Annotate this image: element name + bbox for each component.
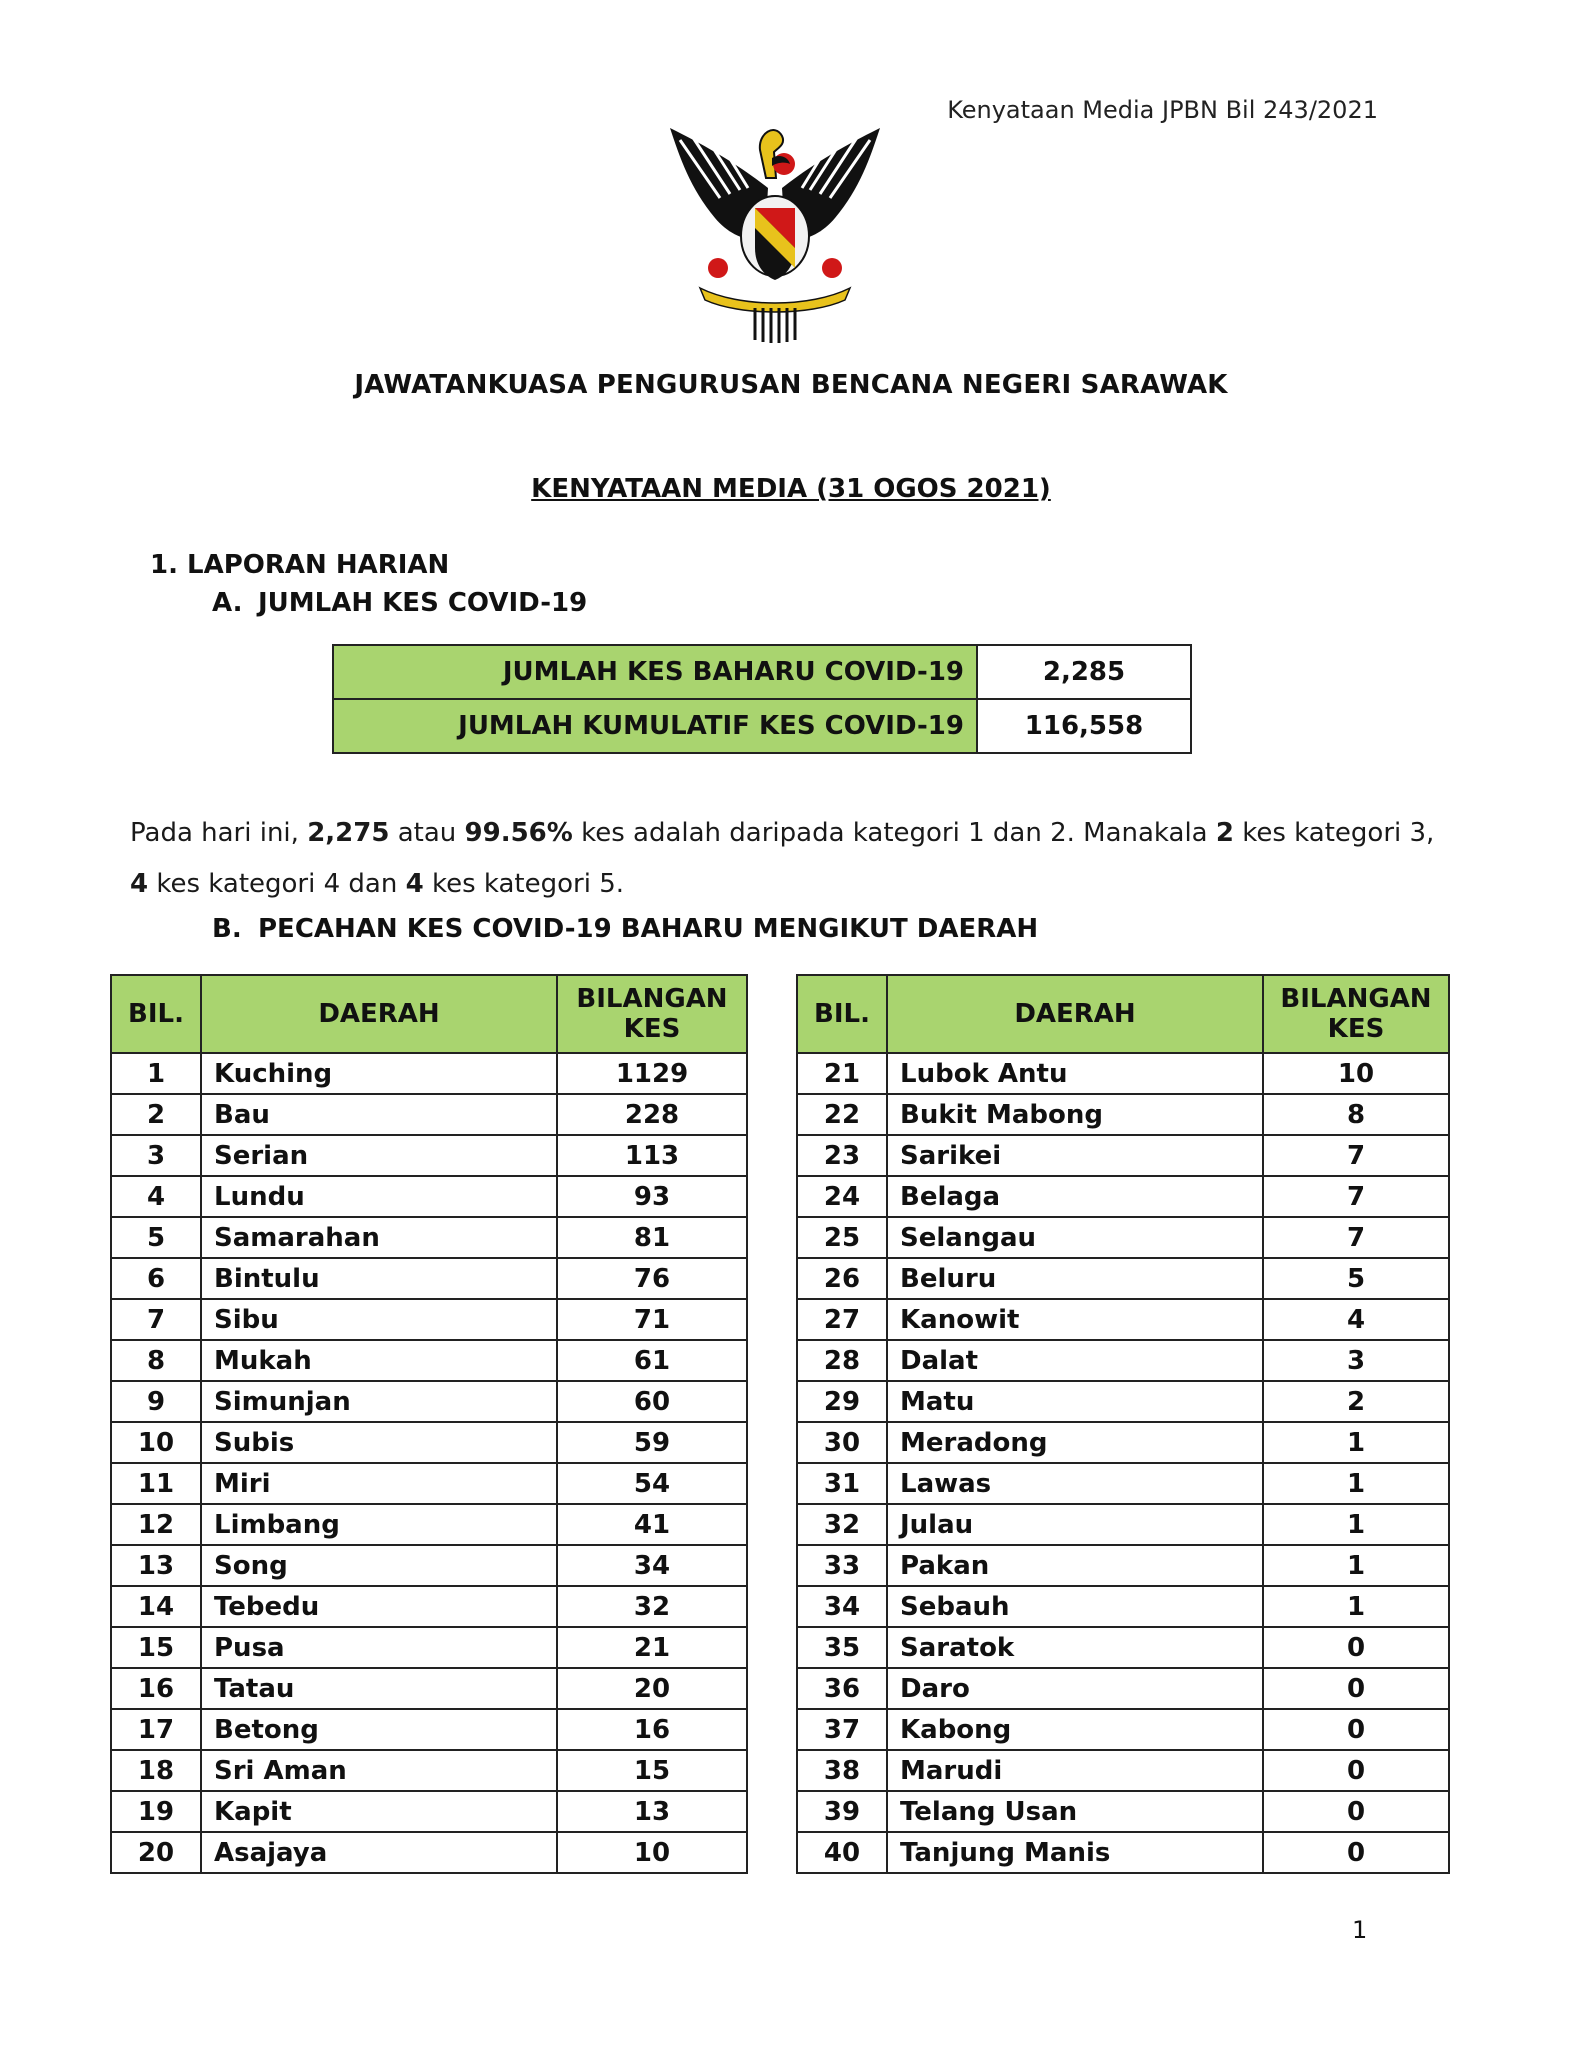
table-row xyxy=(797,1586,1449,1627)
district-number: 32 xyxy=(797,1504,887,1545)
district-name: Beluru xyxy=(887,1258,1263,1299)
district-name: Bukit Mabong xyxy=(887,1094,1263,1135)
district-cases: 10 xyxy=(557,1832,747,1873)
district-number: 1 xyxy=(111,1053,201,1094)
district-name: Tatau xyxy=(201,1668,557,1709)
table-row xyxy=(797,1258,1449,1299)
district-number: 25 xyxy=(797,1217,887,1258)
district-number: 18 xyxy=(111,1750,201,1791)
table-row xyxy=(797,1135,1449,1176)
district-number: 22 xyxy=(797,1094,887,1135)
district-name: Bintulu xyxy=(201,1258,557,1299)
column-header-bilangan-kes: BILANGAN KES xyxy=(1263,975,1449,1053)
district-cases: 0 xyxy=(1263,1668,1449,1709)
table-row xyxy=(111,1791,747,1832)
table-header-row xyxy=(111,975,747,1053)
district-number: 15 xyxy=(111,1627,201,1668)
summary-value: 2,285 xyxy=(977,645,1191,699)
district-cases: 7 xyxy=(1263,1217,1449,1258)
district-name: Subis xyxy=(201,1422,557,1463)
district-number: 14 xyxy=(111,1586,201,1627)
district-cases: 7 xyxy=(1263,1135,1449,1176)
organization-title: JAWATANKUASA PENGURUSAN BENCANA NEGERI SARAWAK xyxy=(354,370,1228,400)
district-number: 5 xyxy=(111,1217,201,1258)
table-row xyxy=(111,1545,747,1586)
district-number: 13 xyxy=(111,1545,201,1586)
district-name: Sarikei xyxy=(887,1135,1263,1176)
district-number: 4 xyxy=(111,1176,201,1217)
table-row xyxy=(797,1381,1449,1422)
district-name: Selangau xyxy=(887,1217,1263,1258)
district-number: 36 xyxy=(797,1668,887,1709)
district-number: 16 xyxy=(111,1668,201,1709)
district-cases: 1 xyxy=(1263,1586,1449,1627)
table-row xyxy=(797,1791,1449,1832)
district-number: 35 xyxy=(797,1627,887,1668)
district-cases: 21 xyxy=(557,1627,747,1668)
table-row xyxy=(797,1053,1449,1094)
district-name: Mukah xyxy=(201,1340,557,1381)
summary-row xyxy=(333,645,1191,699)
page-number: 1 xyxy=(1352,1916,1368,1944)
table-row xyxy=(797,1709,1449,1750)
district-table-right xyxy=(796,974,1450,1874)
district-number: 29 xyxy=(797,1381,887,1422)
district-cases: 0 xyxy=(1263,1791,1449,1832)
district-number: 10 xyxy=(111,1422,201,1463)
district-cases: 41 xyxy=(557,1504,747,1545)
table-row xyxy=(111,1094,747,1135)
table-row xyxy=(797,1176,1449,1217)
table-row xyxy=(111,1504,747,1545)
table-row xyxy=(111,1627,747,1668)
district-number: 20 xyxy=(111,1832,201,1873)
district-number: 26 xyxy=(797,1258,887,1299)
summary-row xyxy=(333,699,1191,753)
district-cases: 0 xyxy=(1263,1627,1449,1668)
table-row xyxy=(111,1422,747,1463)
district-cases: 93 xyxy=(557,1176,747,1217)
district-name: Miri xyxy=(201,1463,557,1504)
table-row xyxy=(797,1627,1449,1668)
district-cases: 1 xyxy=(1263,1422,1449,1463)
media-statement-reference: Kenyataan Media JPBN Bil 243/2021 xyxy=(947,96,1378,124)
district-cases: 1129 xyxy=(557,1053,747,1094)
column-header-daerah: DAERAH xyxy=(201,975,557,1053)
district-name: Serian xyxy=(201,1135,557,1176)
district-name: Marudi xyxy=(887,1750,1263,1791)
table-header-row xyxy=(797,975,1449,1053)
district-cases: 8 xyxy=(1263,1094,1449,1135)
district-cases: 61 xyxy=(557,1340,747,1381)
district-cases: 0 xyxy=(1263,1709,1449,1750)
district-number: 39 xyxy=(797,1791,887,1832)
district-name: Belaga xyxy=(887,1176,1263,1217)
summary-value: 116,558 xyxy=(977,699,1191,753)
district-number: 27 xyxy=(797,1299,887,1340)
table-row xyxy=(797,1463,1449,1504)
district-cases: 54 xyxy=(557,1463,747,1504)
table-row xyxy=(111,1709,747,1750)
district-number: 37 xyxy=(797,1709,887,1750)
district-cases: 7 xyxy=(1263,1176,1449,1217)
column-header-bil: BIL. xyxy=(797,975,887,1053)
district-name: Sebauh xyxy=(887,1586,1263,1627)
district-name: Tanjung Manis xyxy=(887,1832,1263,1873)
district-cases: 1 xyxy=(1263,1504,1449,1545)
district-name: Daro xyxy=(887,1668,1263,1709)
district-name: Kapit xyxy=(201,1791,557,1832)
district-cases: 81 xyxy=(557,1217,747,1258)
district-name: Sri Aman xyxy=(201,1750,557,1791)
district-number: 33 xyxy=(797,1545,887,1586)
district-number: 31 xyxy=(797,1463,887,1504)
table-row xyxy=(797,1504,1449,1545)
district-number: 34 xyxy=(797,1586,887,1627)
district-number: 24 xyxy=(797,1176,887,1217)
table-row xyxy=(111,1463,747,1504)
district-number: 6 xyxy=(111,1258,201,1299)
table-row xyxy=(111,1053,747,1094)
district-name: Saratok xyxy=(887,1627,1263,1668)
district-cases: 10 xyxy=(1263,1053,1449,1094)
table-row xyxy=(111,1258,747,1299)
statement-title: KENYATAAN MEDIA (31 OGOS 2021) xyxy=(531,474,1051,504)
district-cases: 228 xyxy=(557,1094,747,1135)
district-table-left xyxy=(110,974,748,1874)
district-cases: 4 xyxy=(1263,1299,1449,1340)
district-number: 38 xyxy=(797,1750,887,1791)
table-row xyxy=(797,1217,1449,1258)
district-number: 40 xyxy=(797,1832,887,1873)
district-cases: 32 xyxy=(557,1586,747,1627)
table-row xyxy=(111,1750,747,1791)
district-name: Samarahan xyxy=(201,1217,557,1258)
district-cases: 13 xyxy=(557,1791,747,1832)
district-name: Tebedu xyxy=(201,1586,557,1627)
district-number: 8 xyxy=(111,1340,201,1381)
district-number: 9 xyxy=(111,1381,201,1422)
district-cases: 60 xyxy=(557,1381,747,1422)
district-number: 3 xyxy=(111,1135,201,1176)
district-name: Matu xyxy=(887,1381,1263,1422)
district-name: Song xyxy=(201,1545,557,1586)
district-name: Limbang xyxy=(201,1504,557,1545)
district-name: Lawas xyxy=(887,1463,1263,1504)
column-header-daerah: DAERAH xyxy=(887,975,1263,1053)
district-number: 28 xyxy=(797,1340,887,1381)
district-name: Kabong xyxy=(887,1709,1263,1750)
table-row xyxy=(111,1340,747,1381)
district-name: Bau xyxy=(201,1094,557,1135)
district-cases: 3 xyxy=(1263,1340,1449,1381)
table-row xyxy=(111,1299,747,1340)
district-number: 19 xyxy=(111,1791,201,1832)
subheading-district-breakdown: B. PECAHAN KES COVID-19 BAHARU MENGIKUT DAERAH xyxy=(212,914,1039,944)
district-name: Kanowit xyxy=(887,1299,1263,1340)
summary-table xyxy=(332,644,1192,754)
district-cases: 59 xyxy=(557,1422,747,1463)
table-row xyxy=(797,1750,1449,1791)
district-cases: 76 xyxy=(557,1258,747,1299)
district-name: Meradong xyxy=(887,1422,1263,1463)
district-name: Simunjan xyxy=(201,1381,557,1422)
table-row xyxy=(111,1381,747,1422)
summary-label: JUMLAH KUMULATIF KES COVID-19 xyxy=(333,699,977,753)
district-number: 17 xyxy=(111,1709,201,1750)
column-header-bilangan-kes: BILANGAN KES xyxy=(557,975,747,1053)
table-row xyxy=(797,1299,1449,1340)
district-name: Lundu xyxy=(201,1176,557,1217)
district-name: Lubok Antu xyxy=(887,1053,1263,1094)
district-name: Pakan xyxy=(887,1545,1263,1586)
table-row xyxy=(797,1094,1449,1135)
district-cases: 1 xyxy=(1263,1545,1449,1586)
table-row xyxy=(797,1832,1449,1873)
district-cases: 2 xyxy=(1263,1381,1449,1422)
table-row xyxy=(111,1832,747,1873)
table-row xyxy=(111,1176,747,1217)
table-row xyxy=(111,1586,747,1627)
district-number: 7 xyxy=(111,1299,201,1340)
table-row xyxy=(797,1545,1449,1586)
district-cases: 20 xyxy=(557,1668,747,1709)
table-row xyxy=(797,1340,1449,1381)
section-heading-daily-report: 1. LAPORAN HARIAN xyxy=(150,550,450,580)
district-cases: 0 xyxy=(1263,1750,1449,1791)
district-number: 2 xyxy=(111,1094,201,1135)
district-name: Telang Usan xyxy=(887,1791,1263,1832)
district-cases: 71 xyxy=(557,1299,747,1340)
district-cases: 5 xyxy=(1263,1258,1449,1299)
district-name: Julau xyxy=(887,1504,1263,1545)
district-number: 12 xyxy=(111,1504,201,1545)
district-cases: 16 xyxy=(557,1709,747,1750)
district-cases: 1 xyxy=(1263,1463,1449,1504)
district-name: Betong xyxy=(201,1709,557,1750)
district-cases: 113 xyxy=(557,1135,747,1176)
column-header-bil: BIL. xyxy=(111,975,201,1053)
district-name: Dalat xyxy=(887,1340,1263,1381)
district-name: Kuching xyxy=(201,1053,557,1094)
district-cases: 0 xyxy=(1263,1832,1449,1873)
table-row xyxy=(111,1135,747,1176)
district-name: Asajaya xyxy=(201,1832,557,1873)
summary-label: JUMLAH KES BAHARU COVID-19 xyxy=(333,645,977,699)
table-row xyxy=(111,1217,747,1258)
district-cases: 34 xyxy=(557,1545,747,1586)
table-row xyxy=(797,1422,1449,1463)
table-row xyxy=(111,1668,747,1709)
category-paragraph: Pada hari ini, 2,275 atau 99.56% kes adalah daripada kategori 1 dan 2. Manakala 2 kes kategori 3, 4 kes kategori 4 dan 4 kes kategori 5. xyxy=(130,818,1435,899)
district-name: Sibu xyxy=(201,1299,557,1340)
sarawak-crest-icon xyxy=(660,118,890,348)
subheading-total-cases: A. JUMLAH KES COVID-19 xyxy=(212,588,588,618)
district-name: Pusa xyxy=(201,1627,557,1668)
district-number: 11 xyxy=(111,1463,201,1504)
district-number: 21 xyxy=(797,1053,887,1094)
district-number: 23 xyxy=(797,1135,887,1176)
district-cases: 15 xyxy=(557,1750,747,1791)
district-number: 30 xyxy=(797,1422,887,1463)
table-row xyxy=(797,1668,1449,1709)
